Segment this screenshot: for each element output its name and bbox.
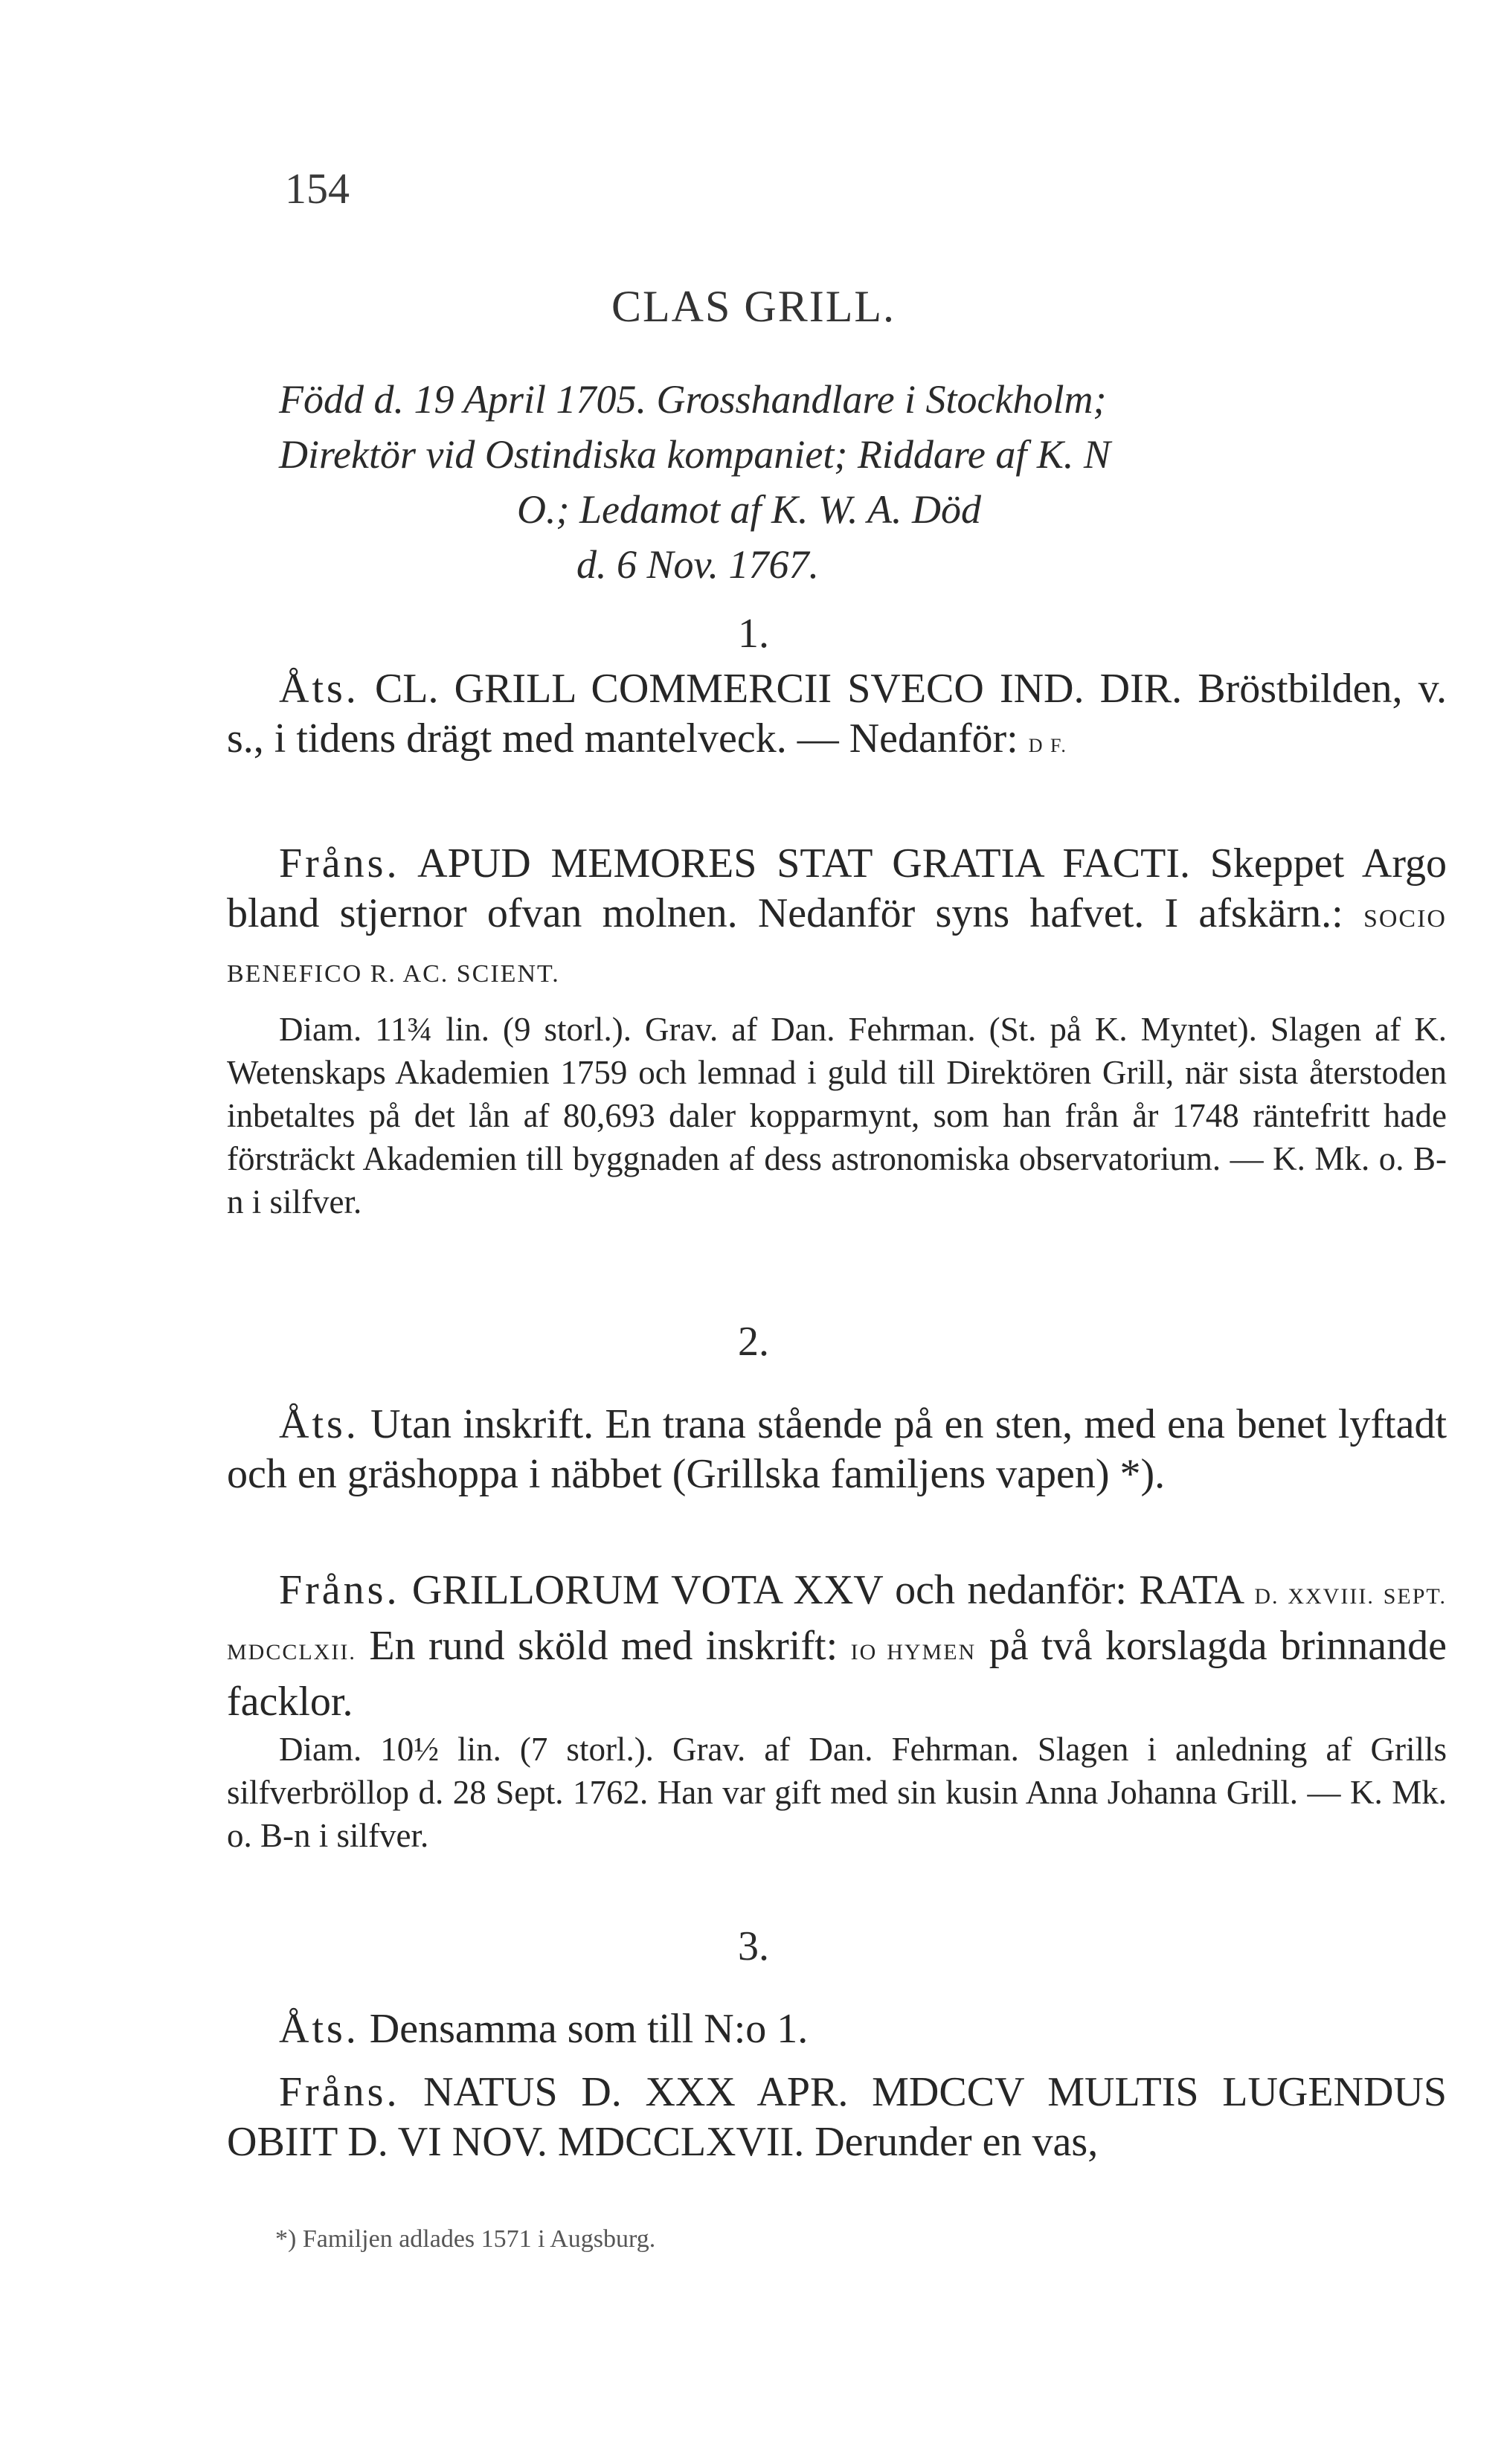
medal-number: 2.	[738, 1319, 769, 1365]
footnote: *) Familjen adlades 1571 i Augsburg.	[275, 2225, 656, 2253]
obverse-text: Densamma som till N:o 1.	[369, 2006, 809, 2052]
bio-line: d. 6 Nov. 1767.	[576, 542, 819, 587]
reverse-text: APUD MEMORES STAT GRATIA FACTI. Skeppet Argo bland stjernor ofvan molnen. Nedanför syns hafvet. I afskärn.:	[227, 840, 1447, 936]
obverse-text: CL. GRILL COMMERCII SVECO IND. DIR. Bröstbilden, v. s., i tidens drägt med mantelveck. — Nedanför:	[227, 666, 1447, 762]
medal-obverse	[227, 1400, 1447, 1499]
medal-number: 3.	[738, 1923, 769, 1969]
reverse-inscription: IO HYMEN	[850, 1640, 977, 1664]
medal-reverse	[227, 1566, 1447, 1727]
medal-note: Diam. 11¾ lin. (9 storl.). Grav. af Dan. Fehrman. (St. på K. Myntet). Slagen af K. Wetenskaps Akademien 1759 och lemnad i guld till Direktören Grill, när sista återstoden inbetaltes på det lån af 80,693 daler kopparmynt, som han från år 1748 räntefritt hade försträckt Akademien till byggnaden af dess astronomiska observatorium. — K. Mk. o. B-n i silfver.	[227, 1011, 1447, 1220]
obverse-label: Åts.	[279, 666, 359, 712]
reverse-text: GRILLORUM VOTA XXV och nedanför: RATA	[411, 1567, 1242, 1613]
reverse-exergue: SOCIO BENEFICO R. AC. SCIENT.	[227, 905, 1447, 988]
medal-number: 1.	[738, 611, 769, 657]
medal-obverse	[227, 664, 1447, 771]
medal-obverse	[227, 2004, 1447, 2054]
medal-reverse	[227, 839, 1447, 999]
bio-line: O.; Ledamot af K. W. A. Död	[517, 487, 982, 532]
reverse-text-3: på två korslagda brinnande facklor.	[227, 1623, 1447, 1725]
obverse-text: Utan inskrift. En trana stående på en sten, med ena benet lyftadt och en gräshoppa i näbbet (Grillska familjens vapen) *).	[227, 1401, 1447, 1497]
medal-note: Diam. 10½ lin. (7 storl.). Grav. af Dan. Fehrman. Slagen i anledning af Grills silfverbröllop d. 28 Sept. 1762. Han var gift med sin kusin Anna Johanna Grill. — K. Mk. o. B-n i silfver.	[227, 1731, 1447, 1854]
obverse-label: Åts.	[279, 2006, 359, 2052]
reverse-label: Fråns.	[279, 840, 400, 887]
reverse-text: NATUS D. XXX APR. MDCCV MULTIS LUGENDUS OBIIT D. VI NOV. MDCCLXVII. Derunder en vas,	[227, 2069, 1447, 2165]
reverse-date: D. XXVIII. SEPT. MDCCLXII.	[227, 1584, 1447, 1664]
bio-line: Direktör vid Ostindiska kompaniet; Riddare af K. N	[279, 432, 1111, 477]
biography	[279, 372, 1454, 592]
page-title: CLAS GRILL.	[611, 282, 896, 331]
reverse-label: Fråns.	[279, 2069, 400, 2115]
reverse-label: Fråns.	[279, 1567, 400, 1613]
obverse-initials: D F.	[1028, 735, 1067, 756]
obverse-label: Åts.	[279, 1401, 359, 1447]
reverse-text-2: En rund sköld med inskrift:	[369, 1623, 838, 1669]
bio-line: Född d. 19 April 1705. Grosshandlare i Stockholm;	[279, 377, 1107, 422]
page-number: 154	[285, 164, 350, 213]
medal-reverse	[227, 2068, 1447, 2167]
